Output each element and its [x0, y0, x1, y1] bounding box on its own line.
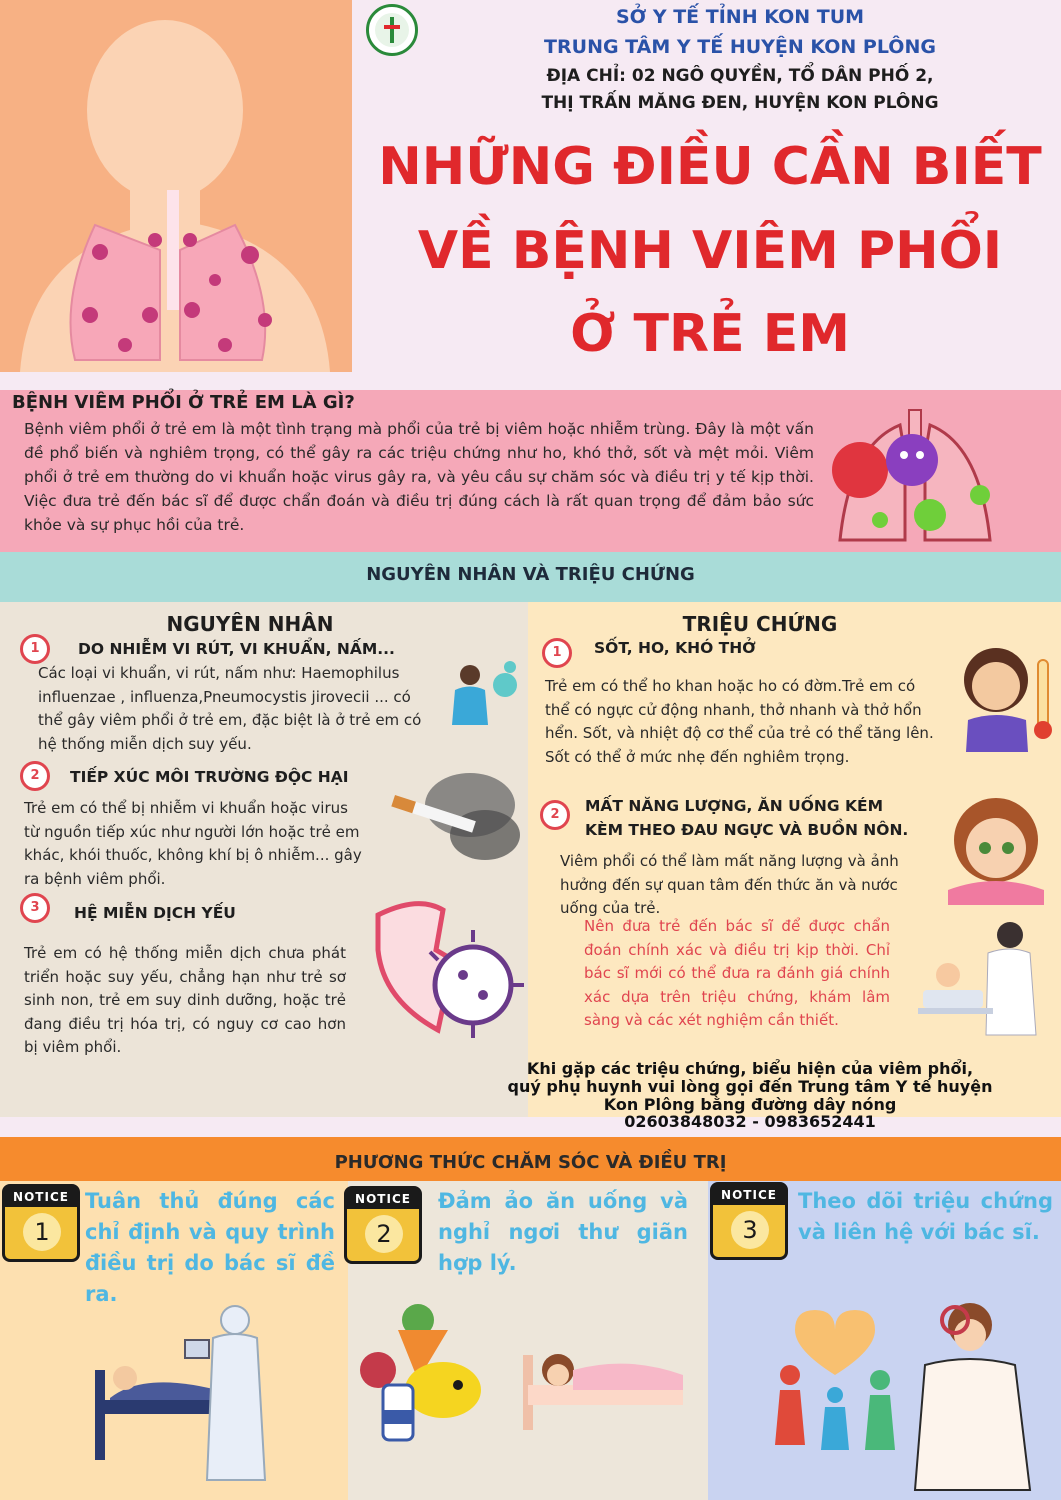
cigarette-smoke-icon [390, 765, 525, 875]
symptom-title-2-line-2: KÈM THEO ĐAU NGỰC VÀ BUỒN NÔN. [585, 821, 909, 839]
notice-label-3: NOTICE [713, 1185, 785, 1205]
notice-label-2: NOTICE [347, 1189, 419, 1209]
care-text-2: Đảm ảo ăn uống và nghỉ ngơi thư giãn hợp lý. [438, 1189, 688, 1275]
cause-title-3: HỆ MIỄN DỊCH YẾU [74, 904, 236, 922]
broken-shield-virus-icon [358, 890, 528, 1050]
symptom-number-2: 2 [540, 800, 570, 830]
doctor-advice-text: Nên đưa trẻ đến bác sĩ để được chẩn đoán chính xác và điều trị kịp thời. Chỉ bác sĩ mới có thể đưa ra đánh giá chính xác dựa trên triệu chứng, khám lâm sàng và các xét nghiệm cần thiết. [584, 917, 890, 1029]
org-line-2: TRUNG TÂM Y TẾ HUYỆN KON PLÔNG [544, 36, 936, 58]
notice-badge-2 [344, 1186, 422, 1264]
care-banner-title: PHƯƠNG THỨC CHĂM SÓC VÀ ĐIỀU TRỊ [334, 1152, 727, 1173]
symptom-title-1: SỐT, HO, KHÓ THỞ [594, 639, 756, 657]
poster-title-line-1: NHỮNG ĐIỀU CẦN BIẾT [378, 137, 1042, 197]
cause-title-1: DO NHIỄM VI RÚT, VI KHUẨN, NẤM... [78, 640, 395, 658]
poster-title-line-3: Ở TRẺ EM [570, 304, 850, 364]
hotline-line-3: Kon Plông bằng đường dây nóng [603, 1095, 897, 1114]
intro-text: Bệnh viêm phổi ở trẻ em là một tình trạng mà phổi của trẻ bị viêm hoặc nhiễm trùng. Đây là một vấn đề phổ biến và nghiêm trọng, có thể gây ra các triệu chứng như ho, khó thở, sốt và mệt mỏi. Viêm phổi ở trẻ em thường do vi khuẩn hoặc virus gây ra, và yêu cầu sự chăm sóc và điều trị y tế kịp thời. Việc đưa trẻ đến bác sĩ để được chẩn đoán và điều trị đúng cách là rất quan trọng để đảm bảo sức khỏe và sự phục hồi của trẻ. [24, 420, 814, 534]
org-line-1: SỞ Y TẾ TỈNH KON TUM [615, 6, 865, 28]
cause-text-1: Các loại vi khuẩn, vi rút, nấm như: Haemophilus influenzae , influenza,Pneumocystis jirovecii ... có thể gây viêm phổi ở trẻ em, đặc biệt là ở trẻ em có hệ thống miễn dịch suy yếu. [38, 664, 422, 753]
notice-label-1: NOTICE [5, 1187, 77, 1207]
poster-title-line-2: VỀ BỆNH VIÊM PHỔI [417, 221, 1003, 281]
symptom-number-1: 1 [542, 638, 572, 668]
caduceus-icon [369, 7, 415, 53]
notice-number-3: 3 [731, 1211, 769, 1249]
intro-heading: BỆNH VIÊM PHỔI Ở TRẺ EM LÀ GÌ? [12, 392, 355, 413]
hospital-bed-doctor-icon [85, 1300, 310, 1500]
notice-badge-3 [710, 1182, 788, 1260]
notice-number-2: 2 [365, 1215, 403, 1253]
care-text-3: Theo dõi triệu chứng và liên hệ với bác sĩ. [798, 1189, 1053, 1244]
cause-title-2: TIẾP XÚC MÔI TRƯỜNG ĐỘC HẠI [70, 768, 349, 786]
address-line-2: THỊ TRẤN MĂNG ĐEN, HUYỆN KON PLÔNG [541, 93, 939, 113]
care-text-1: Tuân thủ đúng các chỉ định và quy trình điều trị do bác sĩ đề ra. [85, 1189, 335, 1306]
cause-text-2: Trẻ em có thể bị nhiễm vi khuẩn hoặc virus từ nguồn tiếp xúc như người lớn hoặc trẻ em khác, khói thuốc, không khí bị ô nhiễm... gây ra bệnh viêm phổi. [24, 799, 362, 888]
sleeping-girl-icon [518, 1325, 688, 1435]
notice-badge-1 [2, 1184, 80, 1262]
hotline-phone-numbers: 02603848032 - 0983652441 [624, 1112, 876, 1131]
address-line-1: ĐỊA CHỈ: 02 NGÔ QUYỀN, TỔ DÂN PHỐ 2, [546, 66, 934, 86]
symptom-title-2-line-1: MẤT NĂNG LƯỢNG, ĂN UỐNG KÉM [585, 797, 884, 815]
child-lungs-illustration [0, 0, 352, 372]
notice-number-1: 1 [23, 1213, 61, 1251]
hotline-line-1: Khi gặp các triệu chứng, biểu hiện của viêm phổi, [526, 1059, 974, 1078]
coughing-child-icon [948, 640, 1058, 755]
causes-symptoms-banner-title: NGUYÊN NHÂN VÀ TRIỆU CHỨNG [366, 564, 695, 585]
causes-heading: NGUYÊN NHÂN [166, 612, 334, 636]
virus-person-icon [440, 655, 525, 740]
symptom-text-1: Trẻ em có thể ho khan hoặc ho có đờm.Trẻ em có thể có ngực cử động nhanh, thở nhanh và thở hổn hển. Sốt, và nhiệt độ cơ thể của trẻ có thể tăng lên. Sốt có thể ở mức nhẹ đến nghiêm trọng. [545, 677, 934, 766]
child-silhouette-icon [0, 0, 352, 372]
health-center-logo [366, 4, 418, 56]
healthy-food-icon [358, 1300, 488, 1450]
cause-text-3: Trẻ em có hệ thống miễn dịch chưa phát triển hoặc suy yếu, chẳng hạn như trẻ sơ sinh non, trẻ em suy dinh dưỡng, hoặc trẻ đang điều trị hóa trị, có nguy cơ cao hơn bị viêm phổi. [24, 944, 346, 1056]
infected-lungs-icon [820, 405, 1010, 550]
cause-number-1: 1 [20, 634, 50, 664]
symptom-text-2: Viêm phổi có thể làm mất năng lượng và ảnh hưởng đến sự quan tâm đến thức ăn và nước uống của trẻ. [560, 852, 899, 917]
hotline-line-2: quý phụ huynh vui lòng gọi đến Trung tâm Y tế huyện [507, 1077, 993, 1096]
symptoms-heading: TRIỆU CHỨNG [682, 612, 838, 636]
sad-girl-icon [938, 790, 1056, 905]
cause-number-2: 2 [20, 761, 50, 791]
cause-number-3: 3 [20, 893, 50, 923]
family-doctor-icon [765, 1285, 1055, 1495]
doctor-with-baby-icon [918, 915, 1058, 1055]
